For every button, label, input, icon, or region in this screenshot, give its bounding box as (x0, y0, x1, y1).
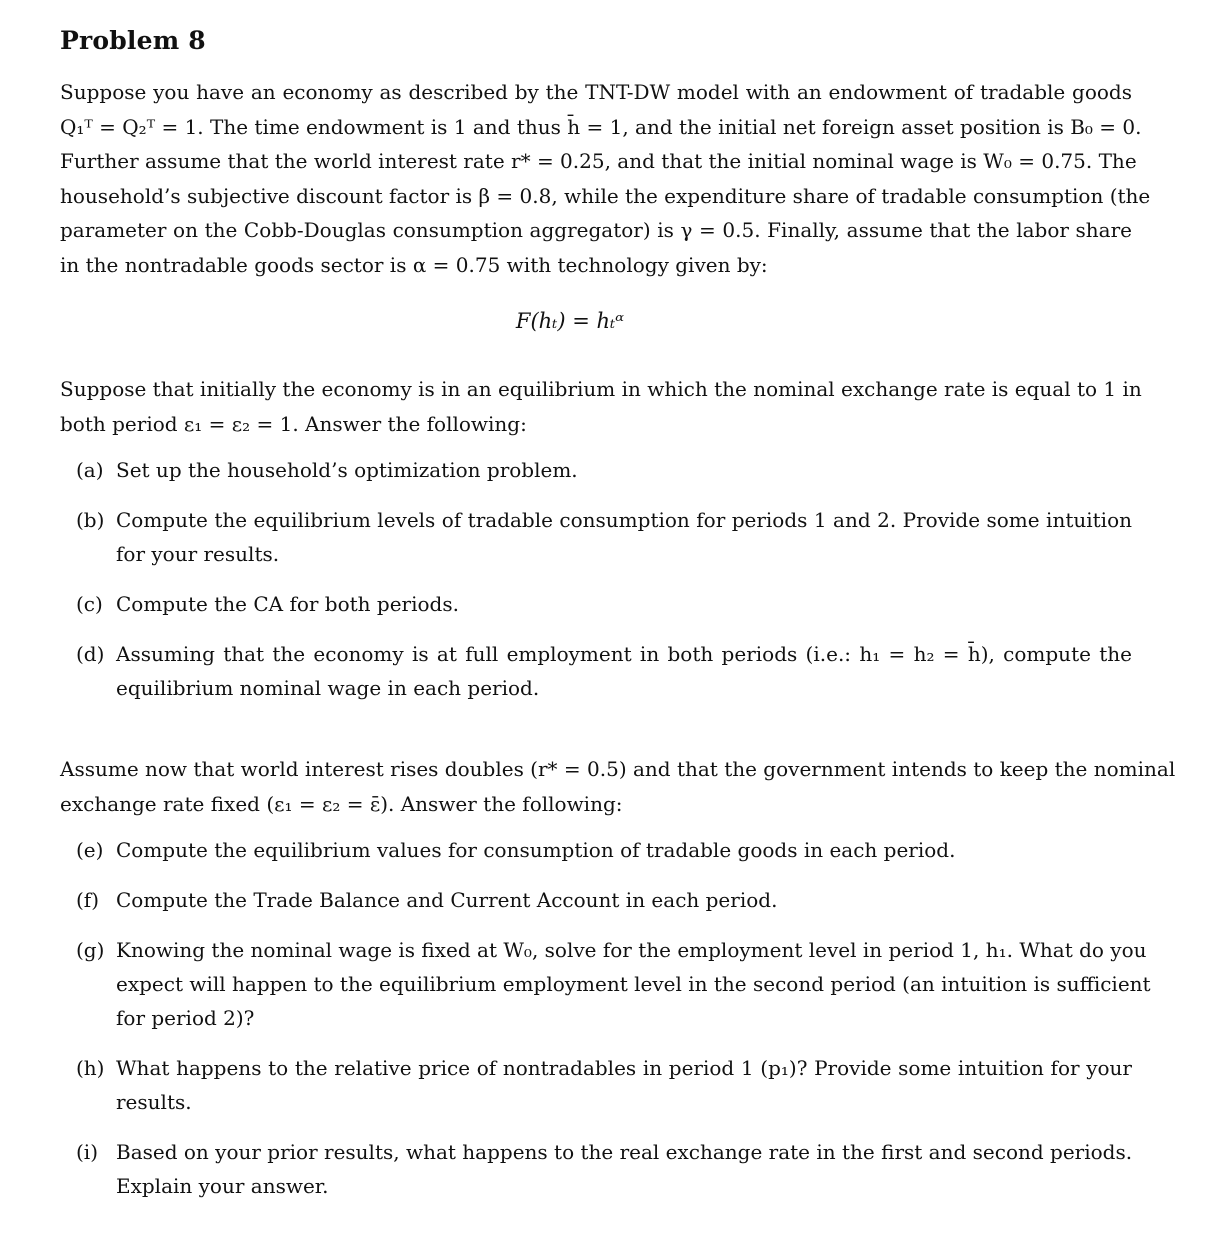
intro-line: Suppose you have an economy as described by the TNT-DW model with an endowment of tradable goods (60, 80, 1132, 104)
question-text: Compute the Trade Balance and Current Account in each period. (116, 888, 778, 912)
shock-paragraph (60, 752, 1176, 821)
question-b (76, 503, 1132, 571)
shock-line: Assume now that world interest rises doubles (r* = 0.5) and that the government intends to keep the nominal (60, 757, 1176, 781)
intro-line: in the nontradable goods sector is α = 0.75 with technology given by: (60, 252, 768, 277)
question-label: (f) (76, 888, 100, 912)
setup-paragraph (60, 372, 1142, 441)
question-text: for period 2)? (116, 1006, 255, 1030)
question-text: Compute the equilibrium values for consumption of tradable goods in each period. (116, 838, 956, 862)
intro-paragraph (60, 75, 1151, 282)
problem-title: Problem 8 (60, 26, 206, 55)
question-text: Assuming that the economy is at full employment in both periods (i.e.: h₁ = h₂ = h̄), compute the (116, 642, 1132, 666)
question-text: equilibrium nominal wage in each period. (116, 676, 540, 700)
question-label: (e) (76, 838, 104, 862)
question-d (76, 637, 1132, 705)
question-text: results. (116, 1090, 192, 1114)
question-a (76, 453, 1132, 487)
question-label: (i) (76, 1140, 99, 1164)
question-text: What happens to the relative price of nontradables in period 1 (p₁)? Provide some intuition for your (116, 1056, 1132, 1080)
question-h (76, 1051, 1132, 1119)
question-text: Knowing the nominal wage is fixed at W₀, solve for the employment level in period 1, h₁. What do you (116, 938, 1147, 962)
question-text: Set up the household’s optimization problem. (116, 458, 578, 482)
setup-line: both period ε₁ = ε₂ = 1. Answer the following: (60, 411, 527, 436)
question-label: (d) (76, 642, 105, 666)
question-label: (g) (76, 938, 105, 962)
intro-line: Q₁ᵀ = Q₂ᵀ = 1. The time endowment is 1 and thus h̄ = 1, and the initial net foreign asset position is B₀ = 0. (60, 114, 1142, 139)
question-g (76, 933, 1151, 1035)
question-text: expect will happen to the equilibrium employment level in the second period (an intuition is sufficient (116, 972, 1151, 996)
intro-line: Further assume that the world interest rate r* = 0.25, and that the initial nominal wage is W₀ = 0.75. The (60, 149, 1137, 173)
question-text: Explain your answer. (116, 1174, 329, 1198)
question-f (76, 883, 1132, 917)
question-text: for your results. (116, 542, 280, 566)
setup-line: Suppose that initially the economy is in an equilibrium in which the nominal exchange rate is equal to 1 in (60, 377, 1142, 401)
question-label: (a) (76, 458, 104, 482)
question-c (76, 587, 1132, 621)
intro-line: parameter on the Cobb-Douglas consumption aggregator) is γ = 0.5. Finally, assume that the labor share (60, 218, 1132, 242)
intro-line: household’s subjective discount factor is β = 0.8, while the expenditure share of tradable consumption (the (60, 183, 1151, 208)
question-text: Compute the CA for both periods. (116, 592, 459, 616)
shock-line: exchange rate fixed (ε₁ = ε₂ = ε̄). Answer the following: (60, 791, 623, 816)
question-label: (h) (76, 1056, 105, 1080)
question-text: Compute the equilibrium levels of tradable consumption for periods 1 and 2. Provide some intuition (116, 508, 1132, 532)
question-label: (b) (76, 508, 105, 532)
question-i (76, 1135, 1132, 1203)
question-text: Based on your prior results, what happens to the real exchange rate in the first and second periods. (116, 1140, 1133, 1164)
question-e (76, 833, 1132, 867)
question-label: (c) (76, 592, 103, 616)
production-function-equation: F(hₜ) = hₜᵅ (515, 309, 625, 333)
